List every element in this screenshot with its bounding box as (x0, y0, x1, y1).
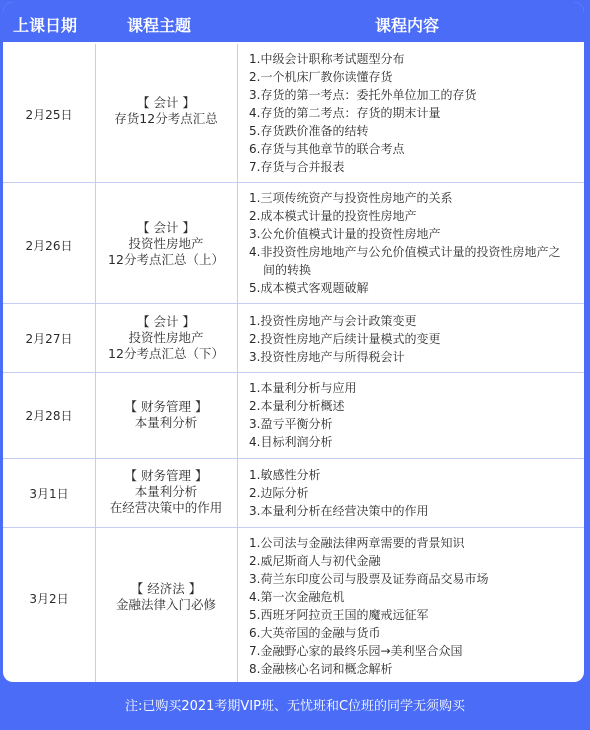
topic-title: 投资性房地产 (128, 330, 204, 345)
content-item: 2.本量利分析概述 (249, 399, 345, 413)
content-item: 3.投资性房地产与所得税会计 (249, 350, 405, 364)
content-item: 5.西班牙阿拉贡王国的魔戒远征军 (249, 608, 429, 622)
content-item: 3.盈亏平衡分析 (249, 417, 333, 431)
content-item: 2.威尼斯商人与初代金融 (249, 554, 381, 568)
content-item: 1.敏感性分析 (249, 468, 321, 482)
row-date: 2月27日 (25, 332, 73, 346)
row-date: 2月28日 (25, 409, 73, 423)
topic-title: 金融法律入门必修 (115, 597, 216, 612)
content-item: 2.边际分析 (249, 486, 309, 500)
content-item: 3.本量利分析在经营决策中的作用 (249, 504, 429, 518)
row-content (249, 534, 569, 678)
topic-title: 投资性房地产 (128, 236, 204, 251)
row-divider (3, 182, 584, 183)
row-content (249, 50, 569, 176)
content-item: 6.存货与其他章节的联合考点 (249, 142, 405, 156)
topic-title: 12分考点汇总（下） (108, 346, 224, 361)
column-divider (237, 44, 238, 682)
content-item: 8.金融核心名词和概念解析 (249, 662, 393, 676)
row-topic (95, 468, 237, 516)
topic-title: 12分考点汇总（上） (108, 252, 224, 267)
content-item: 3.公允价值模式计量的投资性房地产 (249, 227, 441, 241)
row-content (249, 466, 569, 520)
row-date: 3月2日 (29, 592, 69, 606)
table-header (3, 2, 584, 42)
content-item: 1.三项传统资产与投资性房地产的关系 (249, 191, 453, 205)
row-date: 2月26日 (25, 239, 73, 253)
content-item: 3.存货的第一考点：委托外单位加工的存货 (249, 88, 477, 102)
topic-subject: 【 财务管理 】 (124, 468, 208, 483)
row-topic (95, 220, 237, 268)
footer-note: 注:已购买2021考期VIP班、无忧班和C位班的同学无须购买 (124, 699, 466, 714)
content-item: 1.公司法与金融法律两章需要的背景知识 (249, 536, 465, 550)
content-item: 3.荷兰东印度公司与股票及证券商品交易市场 (249, 572, 489, 586)
topic-subject: 【 会计 】 (137, 220, 195, 235)
content-item: 2.一个机床厂教你读懂存货 (249, 70, 393, 84)
row-divider (3, 527, 584, 528)
row-topic (95, 314, 237, 362)
schedule-table (3, 2, 584, 682)
topic-title: 本量利分析 (134, 484, 198, 499)
content-item: 2.投资性房地产后续计量模式的变更 (249, 332, 441, 346)
topic-subject: 【 经济法 】 (130, 581, 202, 596)
row-date: 3月1日 (29, 487, 69, 501)
header-content: 课程内容 (375, 16, 440, 35)
content-item: 1.中级会计职称考试题型分布 (249, 52, 405, 66)
topic-subject: 【 会计 】 (137, 314, 195, 329)
row-divider (3, 303, 584, 304)
content-item: 6.大英帝国的金融与货币 (249, 626, 381, 640)
content-item: 4.非投资性房地地产与公允价值模式计量的投资性房地产之间的转换 (249, 245, 561, 277)
topic-title: 在经营决策中的作用 (109, 500, 223, 515)
content-item: 4.存货的第二考点：存货的期末计量 (249, 106, 441, 120)
topic-subject: 【 财务管理 】 (124, 399, 208, 414)
row-divider (3, 458, 584, 459)
content-item: 1.本量利分析与应用 (249, 381, 357, 395)
content-item: 7.存货与合并报表 (249, 160, 345, 174)
content-item: 2.成本模式计量的投资性房地产 (249, 209, 417, 223)
row-content (249, 312, 569, 366)
content-item: 7.金融野心家的最终乐园→美利坚合众国 (249, 644, 463, 658)
content-item: 1.投资性房地产与会计政策变更 (249, 314, 417, 328)
topic-title: 本量利分析 (134, 415, 198, 430)
content-item: 4.目标利润分析 (249, 435, 333, 449)
row-topic (95, 399, 237, 431)
content-item: 5.成本模式客观题破解 (249, 281, 369, 295)
row-content (249, 379, 569, 451)
topic-title: 存货12分考点汇总 (114, 111, 218, 126)
row-content (249, 189, 569, 297)
header-date: 上课日期 (13, 16, 78, 35)
content-item: 5.存货跌价准备的结转 (249, 124, 369, 138)
content-item: 4.第一次金融危机 (249, 590, 345, 604)
row-topic (95, 581, 237, 613)
row-date: 2月25日 (25, 108, 73, 122)
row-divider (3, 372, 584, 373)
row-topic (95, 95, 237, 127)
header-topic: 课程主题 (127, 16, 192, 35)
topic-subject: 【 会计 】 (137, 95, 195, 110)
